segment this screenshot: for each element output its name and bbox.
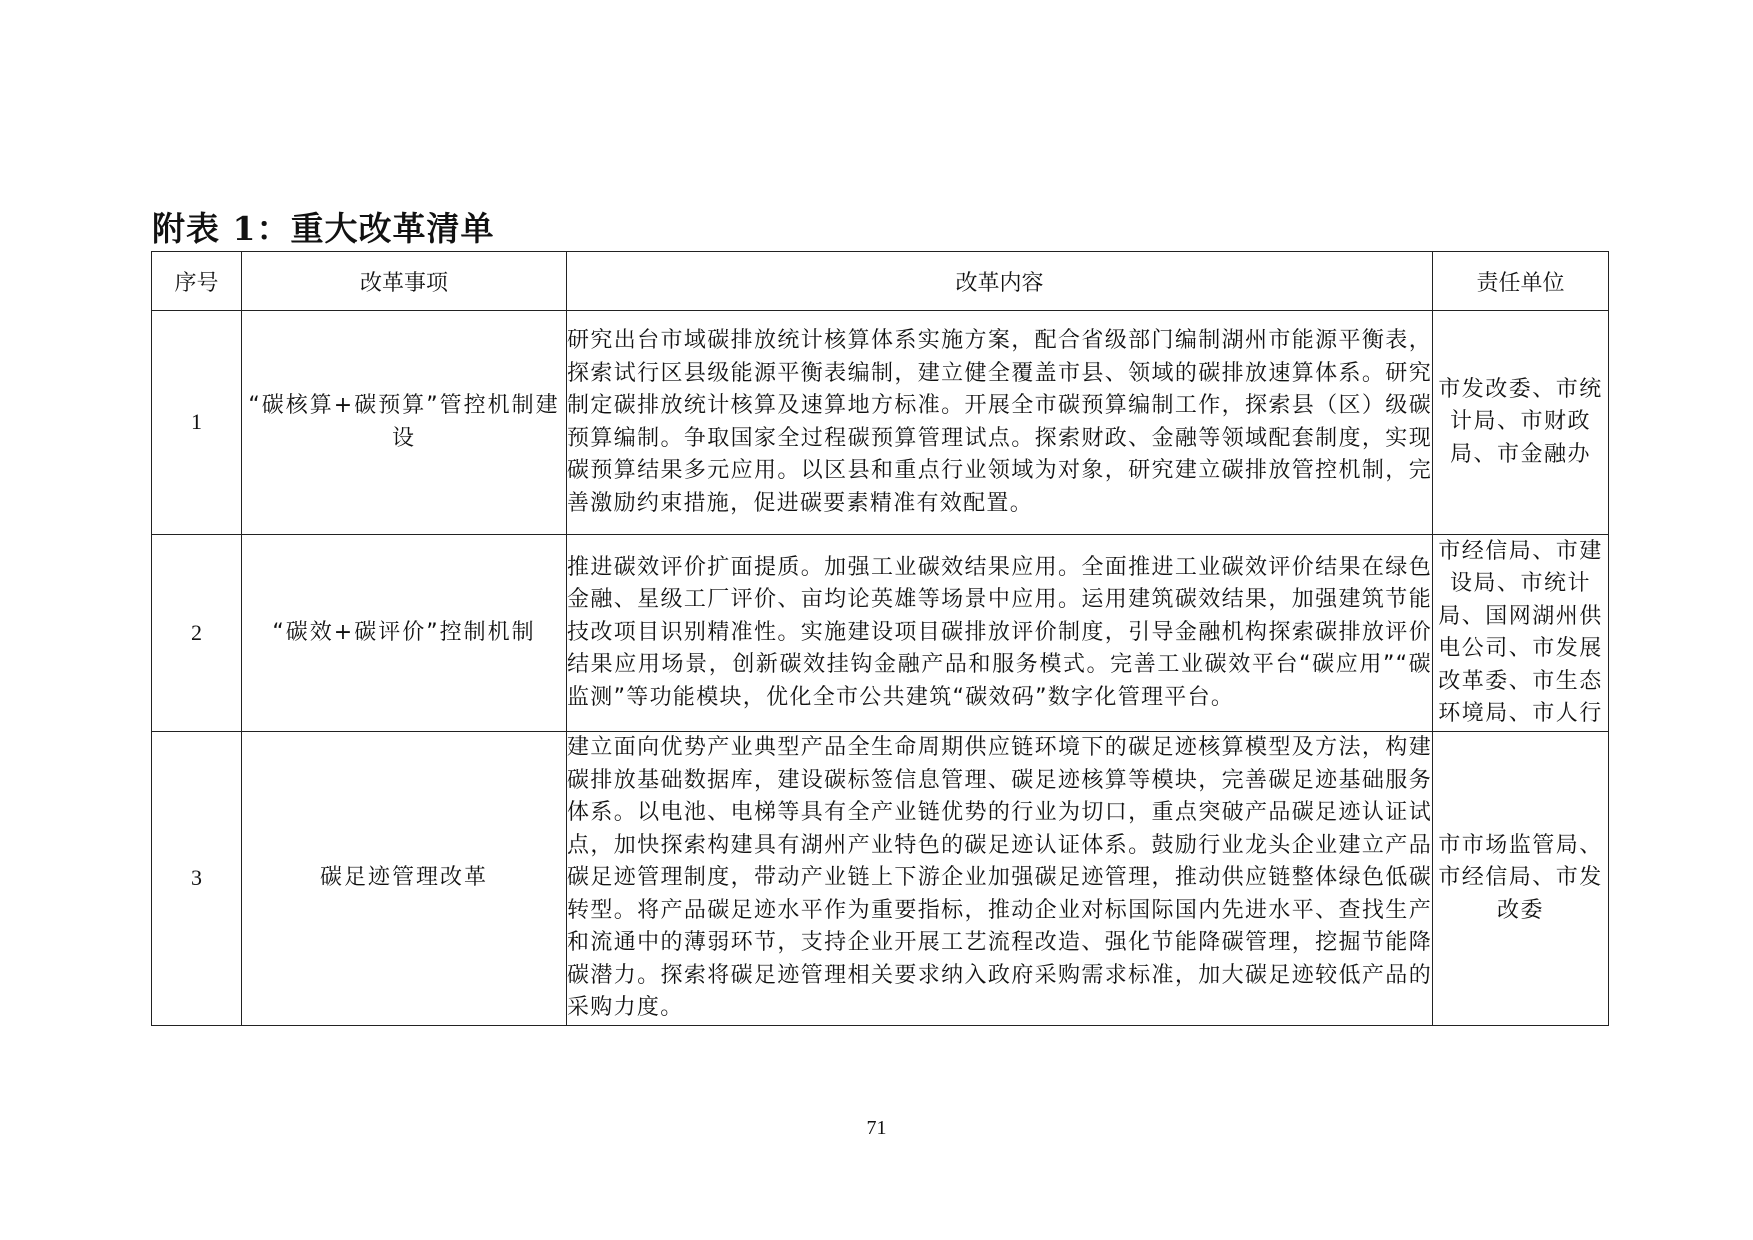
header-responsible-unit: 责任单位: [1433, 252, 1609, 311]
row-responsible-unit: 市发改委、市统计局、市财政局、市金融办: [1433, 311, 1609, 535]
header-reform-item: 改革事项: [242, 252, 567, 311]
row-serial-number: 3: [152, 732, 242, 1026]
row-responsible-unit: 市经信局、市建设局、市统计局、国网湖州供电公司、市发展改革委、市生态环境局、市人行: [1433, 535, 1609, 732]
table-row: [152, 732, 1609, 1026]
row-serial-number: 1: [152, 311, 242, 535]
row-reform-item: 碳足迹管理改革: [242, 732, 567, 1026]
reform-list-table: [151, 251, 1609, 1026]
table-row: [152, 311, 1609, 535]
header-serial-number: 序号: [152, 252, 242, 311]
header-reform-content: 改革内容: [567, 252, 1433, 311]
row-reform-item: “碳效+碳评价”控制机制: [242, 535, 567, 732]
row-responsible-unit: 市市场监管局、市经信局、市发改委: [1433, 732, 1609, 1026]
table-header-row: [152, 252, 1609, 311]
row-reform-content: 推进碳效评价扩面提质。加强工业碳效结果应用。全面推进工业碳效评价结果在绿色金融、星级工厂评价、亩均论英雄等场景中应用。运用建筑碳效结果，加强建筑节能技改项目识别精准性。实施建设项目碳排放评价制度，引导金融机构探索碳排放评价结果应用场景，创新碳效挂钩金融产品和服务模式。完善工业碳效平台“碳应用”“碳监测”等功能模块，优化全市公共建筑“碳效码”数字化管理平台。: [567, 535, 1433, 732]
row-reform-content: 建立面向优势产业典型产品全生命周期供应链环境下的碳足迹核算模型及方法，构建碳排放基础数据库，建设碳标签信息管理、碳足迹核算等模块，完善碳足迹基础服务体系。以电池、电梯等具有全产业链优势的行业为切口，重点突破产品碳足迹认证试点，加快探索构建具有湖州产业特色的碳足迹认证体系。鼓励行业龙头企业建立产品碳足迹管理制度，带动产业链上下游企业加强碳足迹管理，推动供应链整体绿色低碳转型。将产品碳足迹水平作为重要指标，推动企业对标国际国内先进水平、查找生产和流通中的薄弱环节，支持企业开展工艺流程改造、强化节能降碳管理，挖掘节能降碳潜力。探索将碳足迹管理相关要求纳入政府采购需求标准，加大碳足迹较低产品的采购力度。: [567, 732, 1433, 1026]
row-reform-content: 研究出台市域碳排放统计核算体系实施方案，配合省级部门编制湖州市能源平衡表，探索试行区县级能源平衡表编制，建立健全覆盖市县、领域的碳排放速算体系。研究制定碳排放统计核算及速算地方标准。开展全市碳预算编制工作，探索县（区）级碳预算编制。争取国家全过程碳预算管理试点。探索财政、金融等领域配套制度，实现碳预算结果多元应用。以区县和重点行业领域为对象，研究建立碳排放管控机制，完善激励约束措施，促进碳要素精准有效配置。: [567, 311, 1433, 535]
row-reform-item: “碳核算+碳预算”管控机制建设: [242, 311, 567, 535]
row-serial-number: 2: [152, 535, 242, 732]
page-title: 附表 1：重大改革清单: [152, 209, 495, 248]
table-row: [152, 535, 1609, 732]
page-number: 71: [866, 1117, 887, 1139]
